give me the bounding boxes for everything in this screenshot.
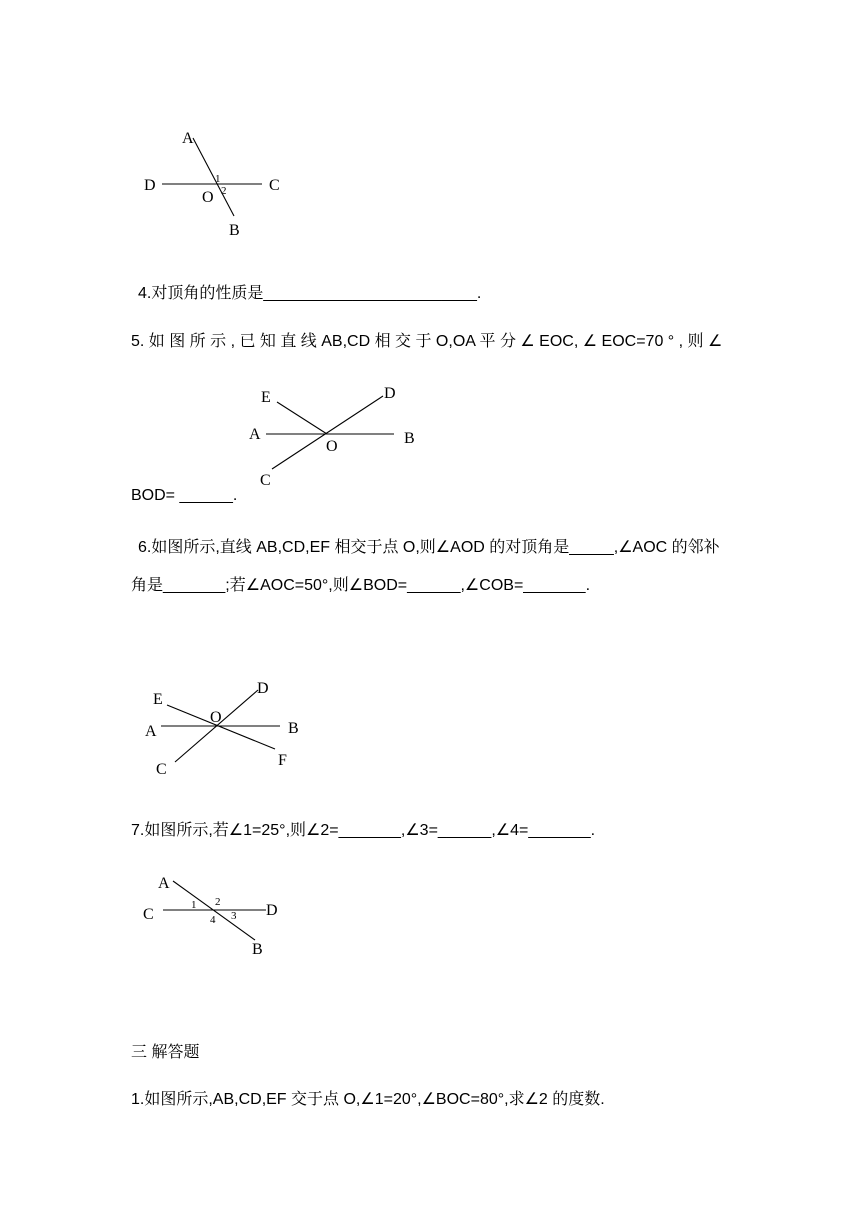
label-o: O	[326, 438, 338, 455]
label-b: B	[404, 430, 415, 447]
label-c: C	[143, 906, 154, 923]
figure-1	[130, 120, 300, 250]
label-b: B	[252, 941, 263, 958]
figure-3	[135, 670, 315, 785]
figure-4	[135, 868, 305, 963]
label-a: A	[249, 426, 261, 443]
label-d: D	[257, 680, 269, 697]
label-d: D	[266, 902, 278, 919]
label-e: E	[261, 389, 271, 406]
angle-label-2: 2	[215, 896, 221, 908]
question-6-line-2: 角是_______;若∠AOC=50°,则∠BOD=______,∠COB=_______.	[131, 577, 591, 594]
question-6-line-1: 6.如图所示,直线 AB,CD,EF 相交于点 O,则∠AOD 的对顶角是_____,∠AOC 的邻补	[138, 539, 720, 556]
label-f: F	[278, 752, 287, 769]
answer-question-1: 1.如图所示,AB,CD,EF 交于点 O,∠1=20°,∠BOC=80°,求∠2 的度数.	[131, 1091, 605, 1108]
label-a: A	[182, 130, 194, 147]
label-b: B	[229, 222, 240, 239]
label-b: B	[288, 720, 299, 737]
angle-label-2: 2	[221, 185, 227, 197]
question-5-line-2: BOD= ______.	[131, 487, 238, 504]
label-a: A	[158, 875, 170, 892]
ray-oe	[277, 402, 327, 434]
label-a: A	[145, 723, 157, 740]
figure-2	[240, 380, 430, 490]
label-c: C	[260, 472, 271, 489]
label-d: D	[384, 385, 396, 402]
label-o: O	[210, 709, 222, 726]
question-7: 7.如图所示,若∠1=25°,则∠2=_______,∠3=______,∠4=_______.	[131, 822, 596, 839]
angle-label-1: 1	[215, 173, 221, 185]
label-c: C	[269, 177, 280, 194]
label-e: E	[153, 691, 163, 708]
label-d: D	[144, 177, 156, 194]
line-cd	[272, 396, 383, 469]
question-4: 4.对顶角的性质是________________________.	[138, 285, 482, 302]
angle-label-4: 4	[210, 914, 216, 926]
section-3-heading: 三 解答题	[131, 1044, 200, 1061]
label-c: C	[156, 761, 167, 778]
question-5-line-1: 5. 如 图 所 示 , 已 知 直 线 AB,CD 相 交 于 O,OA 平 分 ∠ EOC, ∠ EOC=70 ° , 则 ∠	[131, 333, 723, 350]
label-o: O	[202, 189, 214, 206]
angle-label-3: 3	[231, 910, 237, 922]
angle-label-1: 1	[191, 899, 197, 911]
